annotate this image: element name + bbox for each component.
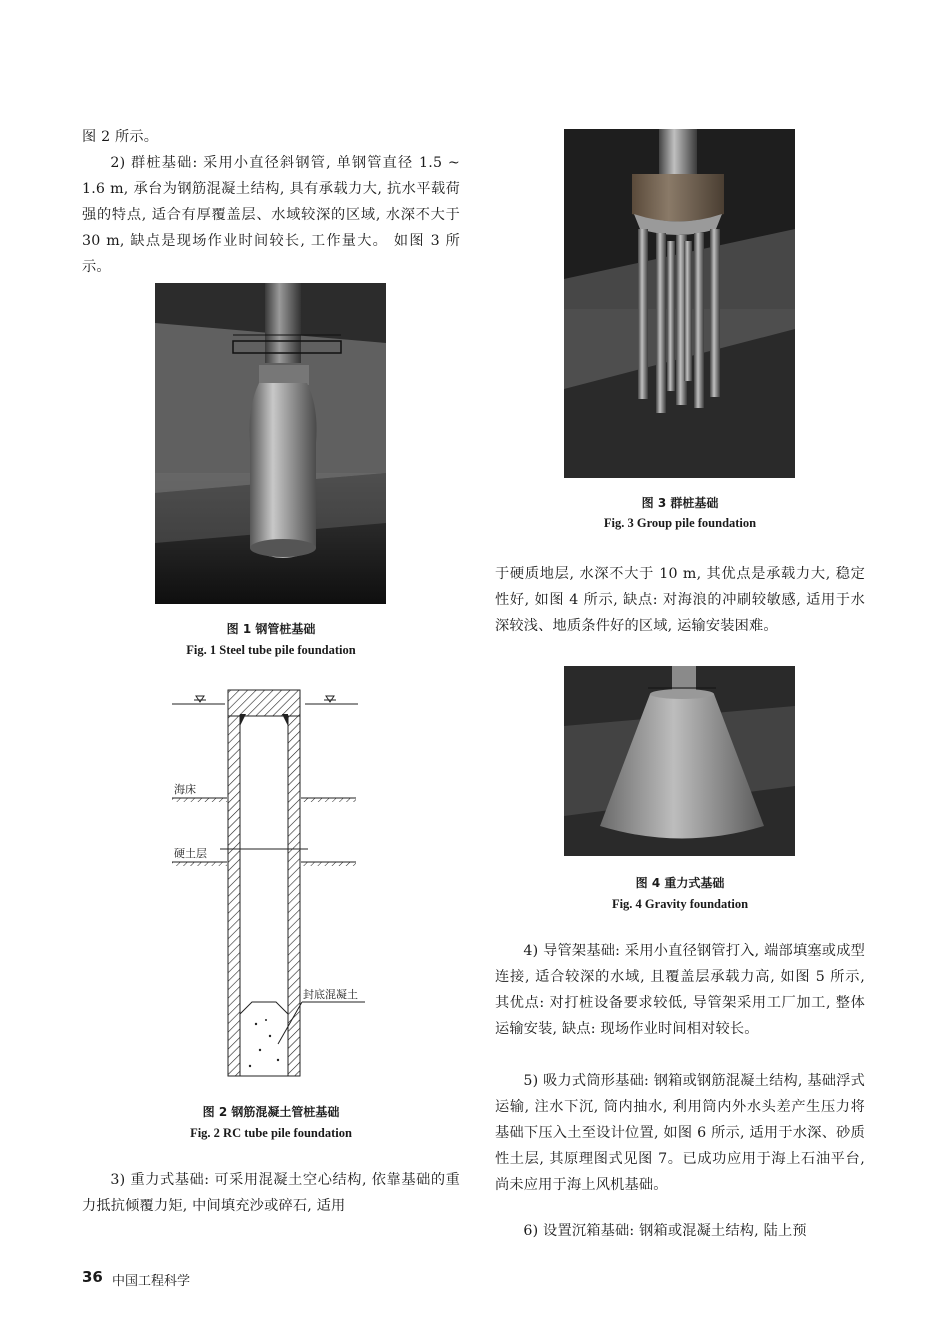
right-para-4-text: 6) 设置沉箱基础: 钢箱或混凝土结构, 陆上预 — [523, 1223, 807, 1239]
figure-1-image — [155, 283, 386, 604]
figure-1-caption-en: Fig. 1 Steel tube pile foundation — [186, 643, 356, 657]
right-para-3 — [495, 1068, 865, 1198]
figure-3-image — [564, 129, 795, 478]
label-seal-concrete: 封底混凝土 — [303, 988, 358, 1001]
figure-1-caption-cn: 图 1 钢管桩基础 — [226, 622, 316, 636]
figure-4-caption-en: Fig. 4 Gravity foundation — [611, 897, 749, 911]
left-para-3 — [82, 1167, 460, 1219]
figure-3-caption-en: Fig. 3 Group pile foundation — [603, 516, 757, 530]
figure-4-caption-cn: 图 4 重力式基础 — [635, 876, 725, 890]
journal-name: 中国工程科学 — [112, 1274, 191, 1289]
figure-2-diagram — [160, 684, 380, 1089]
label-seabed: 海床 — [174, 783, 196, 796]
right-para-2 — [495, 938, 865, 1042]
figure-4-image — [564, 666, 795, 856]
left-para-1-text: 图 2 所示。 — [82, 129, 159, 145]
left-para-2-text: 2) 群桩基础: 采用小直径斜钢管, 单钢管直径 1.5 ~ 1.6 m, 承台为钢筋混凝土结构, 具有承载力大, 抗水平载荷强的特点, 适合有厚覆盖层、水域较深的区域, 水深不大于 30 m, 缺点是现场作业时间较长, 工作量大。 如图 3 所示。 — [82, 155, 460, 275]
right-para-4 — [495, 1218, 865, 1244]
left-para-2 — [82, 150, 460, 280]
right-para-2-text: 4) 导管架基础: 采用小直径钢管打入, 端部填塞或成型连接, 适合较深的水域, 且覆盖层承载力高, 如图 5 所示, 其优点: 对打桩设备要求较低, 导管架采用工厂加工, 整体运输安装, 缺点: 现场作业时间相对较长。 — [495, 943, 865, 1037]
figure-2-caption-cn: 图 2 钢筋混凝土管桩基础 — [202, 1105, 340, 1119]
left-para-1 — [82, 124, 460, 150]
right-para-1-text: 于硬质地层, 水深不大于 10 m, 其优点是承载力大, 稳定性好, 如图 4 所示, 缺点: 对海浪的冲刷较敏感, 适用于水深较浅、地质条件好的区域, 运输安装困难。 — [495, 566, 865, 634]
right-para-1 — [495, 561, 865, 639]
page-number: 36 — [82, 1268, 103, 1286]
right-para-3-text: 5) 吸力式筒形基础: 钢箱或钢筋混凝土结构, 基础浮式运输, 注水下沉, 筒内抽水, 利用筒内外水头差产生压力将基础下压入土至设计位置, 如图 6 所示, 适用于水深、砂质性土层, 其原理图式见图 7。已成功应用于海上石油平台, 尚未应用于海上风机基础。 — [495, 1073, 865, 1193]
label-hard-soil: 硬土层 — [174, 847, 207, 860]
figure-2-caption-en: Fig. 2 RC tube pile foundation — [190, 1126, 352, 1140]
left-para-3-text: 3) 重力式基础: 可采用混凝土空心结构, 依靠基础的重力抵抗倾覆力矩, 中间填充沙或碎石, 适用 — [82, 1172, 460, 1214]
figure-3-caption-cn: 图 3 群桩基础 — [641, 496, 719, 510]
